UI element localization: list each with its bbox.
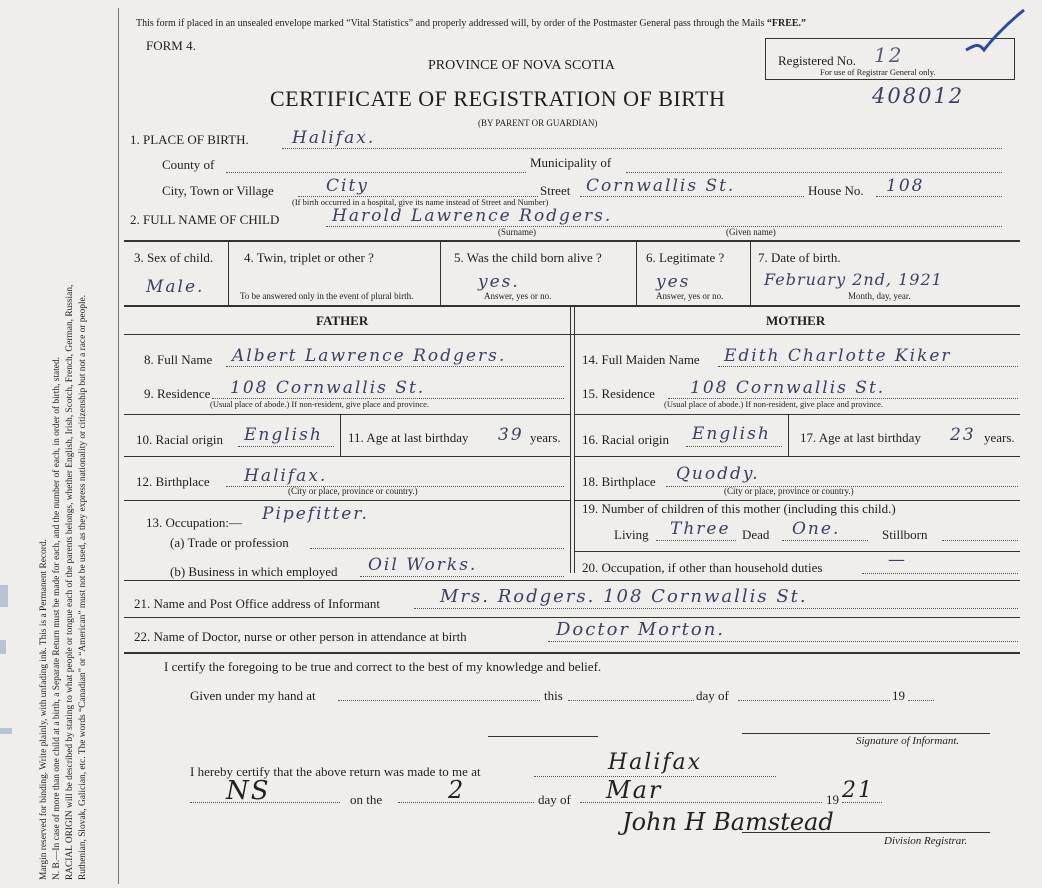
trade-label: (a) Trade or profession xyxy=(170,535,289,550)
informant-value: Mrs. Rodgers. 108 Cornwallis St. xyxy=(440,586,808,607)
father-name-label: 8. Full Name xyxy=(144,352,213,367)
given-label: Given under my hand at xyxy=(190,688,316,703)
postal-notice: This form if placed in an unsealed envelope marked “Vital Statistics” and properly addressed will, by order of the Postmaster General pass through the Mails “FREE.” xyxy=(136,18,807,29)
certificate-number: 408012 xyxy=(872,84,965,108)
row-rule xyxy=(574,456,1020,457)
twin-note: To be answered only in the event of plural birth. xyxy=(240,291,414,301)
row-rule xyxy=(124,414,570,415)
registrar-initials-line xyxy=(190,802,340,803)
informant-signature-label: Signature of Informant. xyxy=(856,735,960,747)
father-years-label: years. xyxy=(530,430,561,445)
registration-year: 21 xyxy=(842,778,874,803)
mother-name-line xyxy=(718,366,1018,367)
living-line xyxy=(656,540,736,541)
registration-day-line xyxy=(398,802,534,803)
box-divider xyxy=(440,240,441,305)
business-line xyxy=(360,576,564,577)
father-racial-value: English xyxy=(244,425,323,445)
house-value: 108 xyxy=(886,176,925,196)
registration-month-line xyxy=(580,802,822,803)
mother-occupation-label: 20. Occupation, if other than household duties xyxy=(582,560,823,575)
scan-mark xyxy=(0,640,6,654)
registrar-signature-line xyxy=(742,832,990,833)
alive-label: 5. Was the child born alive ? xyxy=(454,250,602,265)
mother-occupation-value: — xyxy=(888,550,907,570)
margin-note-4: Ruthenian, Slovak, Galician, etc. The words “Canadian” or “American” must not be used, as they express nationality or citizenship but not a race or people. xyxy=(78,294,88,880)
mother-birthplace-value: Quoddy. xyxy=(676,464,760,484)
registration-year-line xyxy=(842,802,882,803)
row-rule xyxy=(574,414,1020,415)
father-birthplace-note: (City or place, province or country.) xyxy=(288,486,418,496)
father-residence-note: (Usual place of abode.) If non-resident, give place and province. xyxy=(210,399,430,409)
father-occupation-value: Pipefitter. xyxy=(262,504,369,524)
registrar-signature: John H Bamstead xyxy=(622,808,834,836)
dob-value: February 2nd, 1921 xyxy=(764,270,943,289)
short-rule xyxy=(488,736,598,737)
father-name-line xyxy=(226,366,564,367)
twin-label: 4. Twin, triplet or other ? xyxy=(244,250,374,265)
margin-note-2: N. B.—In case of more than one child at a birth, a Separate Return must be made for each, and the number of each, in order of birth, stated. xyxy=(52,357,62,880)
doctor-label: 22. Name of Doctor, nurse or other person in attendance at birth xyxy=(134,629,467,644)
child-name-value: Harold Lawrence Rodgers. xyxy=(332,206,613,226)
business-value: Oil Works. xyxy=(368,555,478,575)
mother-birthplace-note: (City or place, province or country.) xyxy=(724,486,854,496)
father-heading: FATHER xyxy=(316,313,369,328)
father-racial-line xyxy=(238,446,334,447)
day-of-label-2: day of xyxy=(538,792,571,807)
dead-label: Dead xyxy=(742,527,770,542)
section-rule xyxy=(124,580,1020,581)
dead-value: One. xyxy=(792,519,841,539)
alive-note: Answer, yes or no. xyxy=(484,291,552,301)
mother-racial-label: 16. Racial origin xyxy=(582,432,670,447)
heading-rule xyxy=(124,334,1020,335)
street-line xyxy=(580,196,804,197)
given-year-line xyxy=(908,700,934,701)
informant-signature-line xyxy=(742,733,990,734)
mother-residence-value: 108 Cornwallis St. xyxy=(690,378,886,398)
registration-month: Mar xyxy=(606,776,663,804)
margin-note-3: RACIAL ORIGIN will be described by stating to what people or tongue each of the parents belongs, whether English, Irish, Scotch, French, German, Russian, xyxy=(65,284,75,880)
year-prefix-2: 19 xyxy=(826,792,839,807)
box-divider xyxy=(636,240,637,305)
mother-racial-line xyxy=(686,446,782,447)
mother-birthplace-label: 18. Birthplace xyxy=(582,474,656,489)
registered-label: Registered No. xyxy=(778,53,856,68)
cell-divider xyxy=(340,414,341,456)
check-mark-icon xyxy=(960,6,1030,62)
province-title: PROVINCE OF NOVA SCOTIA xyxy=(428,58,615,73)
doctor-value: Doctor Morton. xyxy=(556,619,726,640)
hospital-note: (If birth occurred in a hospital, give its name instead of Street and Number) xyxy=(292,197,549,207)
trade-line xyxy=(310,548,564,549)
box-divider xyxy=(750,240,751,305)
scan-mark xyxy=(0,585,8,607)
registrar-note: For use of Registrar General only. xyxy=(820,67,936,77)
row-rule xyxy=(124,456,570,457)
mother-name-label: 14. Full Maiden Name xyxy=(582,352,700,367)
section-rule xyxy=(124,617,1020,618)
scan-mark xyxy=(0,728,12,734)
street-label: Street xyxy=(540,183,571,198)
place-of-birth-line xyxy=(282,148,1002,149)
father-age-label: 11. Age at last birthday xyxy=(348,430,469,445)
place-of-birth-label: 1. PLACE OF BIRTH. xyxy=(130,132,249,147)
business-label: (b) Business in which employed xyxy=(170,564,338,579)
father-name-value: Albert Lawrence Rodgers. xyxy=(232,346,507,366)
father-birthplace-label: 12. Birthplace xyxy=(136,474,210,489)
house-label: House No. xyxy=(808,183,864,198)
father-racial-label: 10. Racial origin xyxy=(136,432,224,447)
municipality-label: Municipality of xyxy=(530,155,612,170)
street-value: Cornwallis St. xyxy=(586,176,736,196)
given-name-note: (Given name) xyxy=(726,227,776,237)
mother-name-value: Edith Charlotte Kiker xyxy=(724,346,952,366)
children-label: 19. Number of children of this mother (including this child.) xyxy=(582,501,896,516)
mother-residence-note: (Usual place of abode.) If non-resident, give place and province. xyxy=(664,399,884,409)
legitimate-label: 6. Legitimate ? xyxy=(646,250,725,265)
row-rule xyxy=(574,551,1020,552)
certify-text: I certify the foregoing to be true and correct to the best of my knowledge and belief. xyxy=(164,659,602,674)
margin-rule xyxy=(118,8,119,884)
father-residence-value: 108 Cornwallis St. xyxy=(230,378,426,398)
given-month-line xyxy=(738,700,890,701)
county-line xyxy=(226,172,526,173)
dead-line xyxy=(782,540,868,541)
place-of-birth-value: Halifax. xyxy=(292,128,376,148)
mother-heading: MOTHER xyxy=(766,313,826,328)
registrar-initials: NS xyxy=(226,776,271,806)
mother-years-label: years. xyxy=(984,430,1015,445)
column-divider xyxy=(574,305,575,573)
living-value: Three xyxy=(670,519,731,539)
child-name-label: 2. FULL NAME OF CHILD xyxy=(130,212,280,227)
given-day-line xyxy=(568,700,694,701)
sex-value: Male. xyxy=(146,277,205,297)
box-bottom-rule xyxy=(124,305,1020,307)
surname-note: (Surname) xyxy=(498,227,536,237)
registrar-text: I hereby certify that the above return was made to me at xyxy=(190,764,481,779)
father-birthplace-value: Halifax. xyxy=(244,466,328,486)
cell-divider xyxy=(788,414,789,456)
stillborn-line xyxy=(942,540,1018,541)
city-label: City, Town or Village xyxy=(162,183,274,198)
stillborn-label: Stillborn xyxy=(882,527,928,542)
margin-notes xyxy=(38,20,90,880)
municipality-line xyxy=(626,172,1002,173)
county-label: County of xyxy=(162,157,215,172)
margin-note-1: Margin reserved for binding. Write plainly, with unfading ink. This is a Permanent Record. xyxy=(39,539,49,880)
box-top-rule xyxy=(124,240,1020,242)
certificate-subtitle: (BY PARENT OR GUARDIAN) xyxy=(478,118,598,128)
father-occupation-label: 13. Occupation:— xyxy=(146,515,243,530)
mother-racial-value: English xyxy=(692,424,771,444)
legitimate-value: yes xyxy=(656,272,691,292)
dob-label: 7. Date of birth. xyxy=(758,250,841,265)
form-number: FORM 4. xyxy=(146,38,196,53)
on-the-label: on the xyxy=(350,792,383,807)
informant-line xyxy=(414,608,1018,609)
legitimate-note: Answer, yes or no. xyxy=(656,291,724,301)
mother-residence-label: 15. Residence xyxy=(582,386,655,401)
section-rule xyxy=(124,652,1020,654)
mother-age-label: 17. Age at last birthday xyxy=(800,430,921,445)
dob-note: Month, day, year. xyxy=(848,291,911,301)
sex-label: 3. Sex of child. xyxy=(134,250,214,265)
certificate-title: CERTIFICATE OF REGISTRATION OF BIRTH xyxy=(270,86,726,111)
registration-day: 2 xyxy=(448,776,466,804)
registrar-place: Halifax xyxy=(608,750,703,775)
father-age-value: 39 xyxy=(498,425,524,445)
city-value: City xyxy=(326,176,369,196)
child-name-line xyxy=(326,226,1002,227)
column-divider xyxy=(570,305,571,573)
day-of-label: day of xyxy=(696,688,729,703)
box-divider xyxy=(228,240,229,305)
mother-occupation-line xyxy=(862,573,1018,574)
division-registrar-label: Division Registrar. xyxy=(884,835,968,847)
year-prefix: 19 xyxy=(892,688,905,703)
mother-age-value: 23 xyxy=(950,425,976,445)
house-line xyxy=(876,196,1002,197)
registered-number: 12 xyxy=(874,43,904,67)
given-place-line xyxy=(338,700,540,701)
living-label: Living xyxy=(614,527,649,542)
this-label: this xyxy=(544,688,563,703)
row-rule xyxy=(124,500,570,501)
father-residence-label: 9. Residence xyxy=(144,386,211,401)
doctor-line xyxy=(548,641,1018,642)
informant-label: 21. Name and Post Office address of Informant xyxy=(134,596,380,611)
alive-value: yes. xyxy=(478,272,520,292)
